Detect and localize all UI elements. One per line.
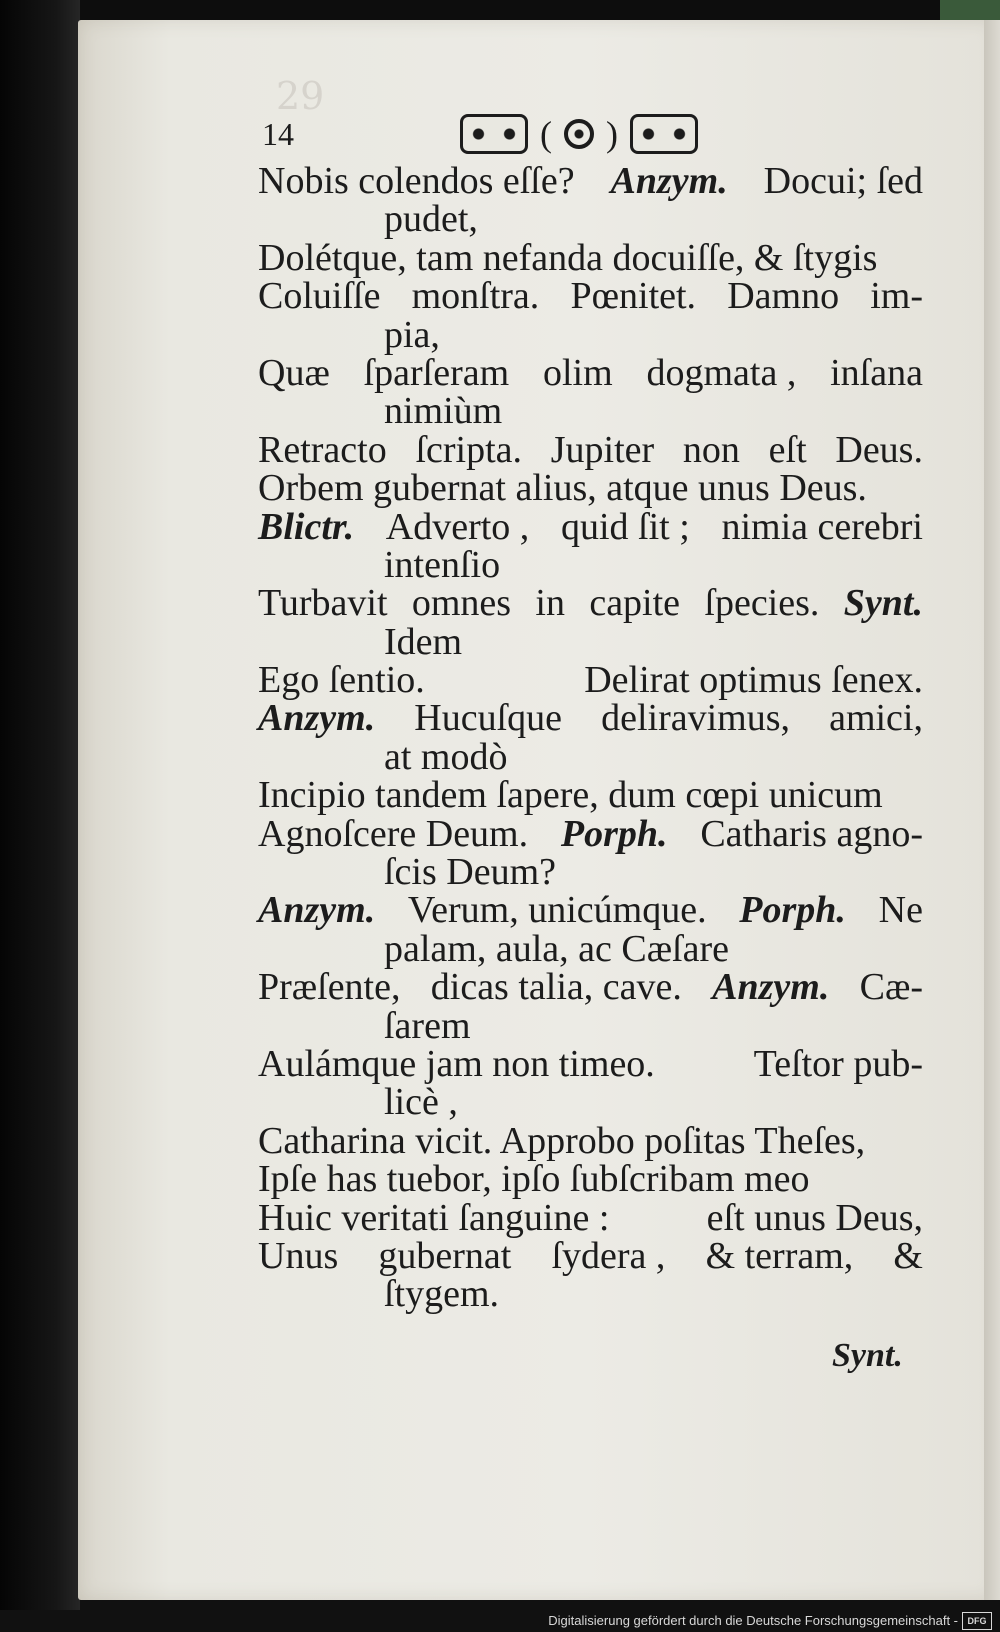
verse-continuation-line: [258, 313, 923, 356]
verse-line: [258, 659, 923, 702]
verse-text: Ne: [878, 889, 923, 932]
verse-line: [258, 1119, 923, 1162]
verse-text: Jupiter: [550, 428, 655, 471]
speaker-label: Porph.: [560, 812, 668, 855]
scan-top-corner: [940, 0, 1000, 20]
verse-text: Ipſe has tuebor, ipſo ſubſcribam meo: [258, 1158, 810, 1201]
verse-text: nimia cerebri: [721, 505, 923, 548]
verse-text: Nobis colendos eſſe?: [258, 160, 575, 202]
speaker-label: Anzym.: [258, 889, 376, 932]
verse-text: Huic veritati ſanguine :: [258, 1196, 610, 1239]
verse-continuation-line: [258, 1081, 923, 1124]
verse-line: [258, 467, 923, 510]
verse-text: quid ſit ;: [560, 505, 690, 548]
verse-continuation-line: [258, 390, 923, 433]
verse-text: inſana: [830, 351, 923, 394]
verse-text: ſydera ,: [551, 1234, 666, 1277]
funding-credit: Digitalisierung gefördert durch die Deutsche Forschungsgemeinschaft -: [548, 1613, 958, 1628]
verse-text: olim: [542, 351, 613, 394]
verse-continuation-line: [258, 543, 923, 586]
verse-text: eſt: [768, 428, 807, 471]
verse-text: dogmata ,: [646, 351, 797, 394]
verse-text: Hucuſque: [414, 697, 563, 740]
verse-text: nimiùm: [384, 390, 503, 433]
verse-line: [258, 1234, 923, 1277]
verse-line: [258, 774, 923, 817]
verse-line: [258, 697, 923, 740]
verse-text: ſarem: [384, 1004, 471, 1047]
verse-continuation-line: [258, 927, 923, 970]
verse-line: [258, 1158, 923, 1201]
ornament-left-paren: (: [540, 114, 552, 154]
speaker-label: Anzym.: [258, 697, 376, 740]
verse-text: in: [535, 582, 565, 625]
ornament-right-paren: ): [606, 114, 618, 154]
verse-text: Quæ: [258, 351, 330, 394]
verse-text: Dolétque, tam nefanda docuiſſe, & ſtygis: [258, 236, 878, 279]
verse-text: ſparſeram: [363, 351, 510, 394]
verse-text: capite: [589, 582, 681, 625]
verse-line: [258, 351, 923, 394]
verse-text: pia,: [384, 313, 440, 356]
verse-line: [258, 582, 923, 625]
speaker-label: Porph.: [739, 889, 846, 932]
verse-continuation-line: [258, 1273, 923, 1316]
verse-text: Coluiſſe: [258, 275, 381, 318]
speaker-label: Synt.: [843, 582, 923, 625]
verse-text: Incipio tandem ſapere, dum cœpi unicum: [258, 774, 883, 817]
header-ornament: [460, 112, 698, 156]
book-spine-shadow: [0, 0, 80, 1632]
verse-text: monſtra.: [411, 275, 540, 318]
page-edge-strip: [984, 20, 1000, 1600]
verse-continuation-line: [258, 198, 923, 241]
catchword: Synt.: [832, 1337, 903, 1374]
verse-text: Verum, unicúmque.: [407, 889, 707, 932]
verse-text: Teſtor pub-: [753, 1042, 923, 1085]
verse-text: Deus.: [835, 428, 923, 471]
ornament-center-icon: [564, 119, 594, 149]
verse-text: Turbavit: [258, 582, 388, 625]
verse-text: &: [893, 1234, 923, 1277]
speaker-label: Anzym.: [610, 160, 728, 202]
verse-line: [258, 1042, 923, 1085]
verse-text: Pœnitet.: [570, 275, 697, 318]
verse-text: Adverto ,: [385, 505, 530, 548]
footer-bar: [0, 1610, 1000, 1632]
verse-line: [258, 505, 923, 548]
verse-text: Agnoſcere Deum.: [258, 812, 529, 855]
verse-text: deliravimus,: [601, 697, 790, 740]
page-number: 14: [262, 116, 294, 152]
verse-text: ſpecies.: [704, 582, 820, 625]
verse-continuation-line: [258, 851, 923, 894]
verse-text: Retracto: [258, 428, 387, 471]
verse-text: Catharis agno-: [700, 812, 923, 855]
verse-text: & terram,: [705, 1234, 854, 1277]
verse-continuation-line: [258, 1004, 923, 1047]
verse-line: [258, 966, 923, 1009]
verse-text: Idem: [384, 620, 463, 663]
verse-continuation-line: [258, 735, 923, 778]
verse-text: pudet,: [384, 198, 478, 241]
ornament-left-icon: [460, 114, 528, 154]
verse-text: Catharina vicit. Approbo poſitas Theſes,: [258, 1119, 866, 1162]
ornament-right-icon: [630, 114, 698, 154]
verse-text: intenſio: [384, 543, 501, 586]
verse-text: licè ,: [384, 1081, 458, 1124]
verse-text: non: [682, 428, 740, 471]
verse-text: at modò: [384, 735, 508, 778]
verse-text: im-: [870, 275, 923, 318]
verse-line: [258, 236, 923, 279]
verse-text: Orbem gubernat alius, atque unus Deus.: [258, 467, 867, 510]
verse-text: palam, aula, ac Cæſare: [384, 927, 730, 970]
show-through-mark: 29: [276, 74, 325, 118]
verse-text: amici,: [829, 697, 923, 740]
verse-text: ſcripta.: [415, 428, 523, 471]
verse-text: dicas talia, cave.: [430, 966, 682, 1009]
verse-line: [258, 889, 923, 932]
verse-text: Docui; ſed: [763, 160, 923, 202]
verse-text: Ego ſentio.: [258, 659, 425, 702]
verse-text: Unus: [258, 1234, 339, 1277]
scan-top-edge: [0, 0, 1000, 22]
page-header: [262, 112, 962, 162]
verse-text: omnes: [411, 582, 512, 625]
verse-line: [258, 1196, 923, 1239]
verse-text: gubernat: [378, 1234, 512, 1277]
speaker-label: Blictr.: [258, 505, 355, 548]
verse-line: [258, 275, 923, 318]
verse-line: [258, 162, 923, 200]
verse-line: [258, 812, 923, 855]
verse-line: [258, 428, 923, 471]
dfg-logo-icon: DFG: [962, 1612, 992, 1630]
verse-continuation-line: [258, 620, 923, 663]
verse-text: ſcis Deum?: [384, 851, 557, 894]
verse-text: Aulámque jam non timeo.: [258, 1042, 655, 1085]
verse-text: Cæ-: [859, 966, 923, 1009]
verse-text: eſt unus Deus,: [706, 1196, 923, 1239]
poem-text: [258, 162, 923, 1314]
verse-text: Præſente,: [258, 966, 401, 1009]
verse-text: Delirat optimus ſenex.: [584, 659, 923, 702]
verse-text: ſtygem.: [384, 1273, 500, 1316]
speaker-label: Anzym.: [712, 966, 830, 1009]
verse-text: Damno: [727, 275, 840, 318]
